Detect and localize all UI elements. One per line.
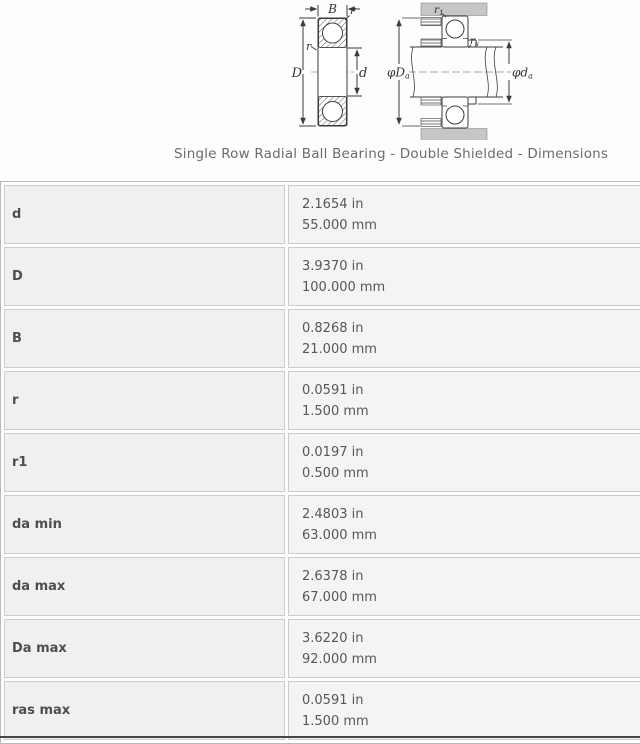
table-row <box>4 495 640 554</box>
housing-top <box>421 3 487 16</box>
cross-section-view <box>299 5 362 126</box>
dimension-label-r-left: r <box>306 40 312 53</box>
value-inch: 0.8268 in <box>302 320 364 336</box>
page-title: Single Row Radial Ball Bearing - Double Shielded - Dimensions <box>174 146 609 162</box>
ball-top-icon <box>323 23 343 43</box>
table-row <box>4 681 640 740</box>
value-mm: 55.000 mm <box>302 217 377 233</box>
value-mm: 63.000 mm <box>302 527 377 543</box>
dimension-name: d <box>4 185 285 244</box>
table-row <box>4 371 640 430</box>
dimension-value <box>288 619 640 678</box>
value-inch: 0.0591 in <box>302 692 364 708</box>
table-row <box>4 247 640 306</box>
dimension-value <box>288 247 640 306</box>
dimension-label-rs: rs <box>470 35 479 48</box>
dimension-name: D <box>4 247 285 306</box>
bearing-diagram <box>0 0 640 140</box>
value-inch: 3.6220 in <box>302 630 364 646</box>
dimension-label-d: d <box>359 66 368 81</box>
dimension-name: r1 <box>4 433 285 492</box>
dimension-label-da: φda <box>512 65 533 81</box>
table-row <box>4 185 640 244</box>
value-inch: 2.1654 in <box>302 196 364 212</box>
bearing-diagram-svg <box>0 0 640 140</box>
value-mm: 67.000 mm <box>302 589 377 605</box>
dimension-value <box>288 681 640 740</box>
dimension-name: r <box>4 371 285 430</box>
value-inch: 2.4803 in <box>302 506 364 522</box>
dimension-value <box>288 557 640 616</box>
value-inch: 0.0197 in <box>302 444 364 460</box>
dimension-label-Da: φDa <box>387 65 410 81</box>
value-mm: 1.500 mm <box>302 403 369 419</box>
housing-bottom <box>421 129 487 141</box>
value-mm: 100.000 mm <box>302 279 386 295</box>
dimension-name: Da max <box>4 619 285 678</box>
table-row <box>4 557 640 616</box>
ball-bottom-icon <box>323 102 343 122</box>
ball-top-mounted-icon <box>446 20 464 38</box>
dimension-value <box>288 433 640 492</box>
table-row <box>4 619 640 678</box>
table-row <box>4 433 640 492</box>
table-row <box>4 309 640 368</box>
dimension-label-r-top: r <box>350 4 356 17</box>
value-inch: 3.9370 in <box>302 258 364 274</box>
dimension-label-r1: r1 <box>434 4 444 17</box>
dimension-name: B <box>4 309 285 368</box>
value-inch: 0.0591 in <box>302 382 364 398</box>
ball-bottom-mounted-icon <box>446 106 464 124</box>
value-inch: 2.6378 in <box>302 568 364 584</box>
value-mm: 92.000 mm <box>302 651 377 667</box>
value-mm: 21.000 mm <box>302 341 377 357</box>
dimensions-table <box>0 181 640 744</box>
value-mm: 1.500 mm <box>302 713 369 729</box>
value-mm: 0.500 mm <box>302 465 369 481</box>
dimension-name: da max <box>4 557 285 616</box>
dimension-label-B: B <box>328 2 337 16</box>
dimension-value <box>288 495 640 554</box>
dimension-name: da min <box>4 495 285 554</box>
dimension-value <box>288 309 640 368</box>
dimension-value <box>288 371 640 430</box>
dimension-value <box>288 185 640 244</box>
dimension-name: ras max <box>4 681 285 740</box>
dimension-label-D: D <box>291 66 302 81</box>
